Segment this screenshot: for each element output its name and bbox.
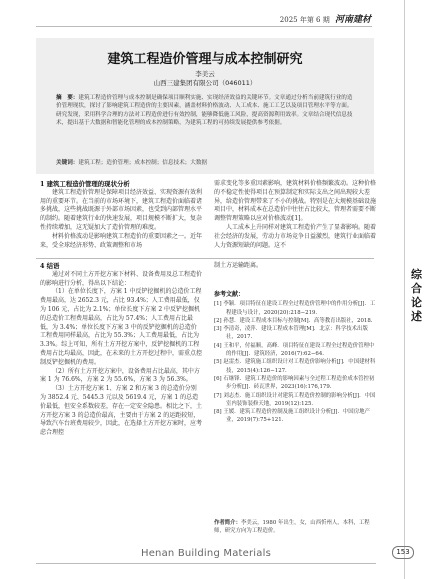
paragraph: （2）所有土方开挖方案中，设备费用占比最高，其中方案 1 为 76.6%，方案 2 为 55.6%，方案 3 为 56.3%。 [40, 367, 200, 384]
header-rule [36, 26, 372, 27]
paragraph: （1）在单位长度下，方案 1 中反铲挖掘机的总造价工程费用最高，达 2652.3 元，占比 93.4%；人工费用最低，仅为 106 元，占比为 2.1%；单位长度下方案 2 中反铲挖掘机的总造价工程费用最高，占比为 57.4%；人工费用占比最低，为 3.4%；单位长度下方案 3 中的反铲挖掘机的总造价工程费用同样最高，占比为 55.3%；人工费用最低，占比为 3.3%。综上可知，所有土方开挖方案中，反铲挖掘机的工程费用占比均最高，因此，在未来的土方开挖过程中，需重点控制反铲挖掘机的费用。 [40, 288, 203, 366]
paragraph: 制土方运输距离。 [214, 262, 263, 269]
author-bio-text: 李美云，1980 年出生，女，山西忻州人，本科，工程师，研究方向为工程造价。 [214, 520, 370, 535]
paragraph: （3）土方开挖方案 1、方案 2 和方案 3 的总造价分别为 3852.4 元、5445.3 元以及 5619.4 元，方案 1 的总造价最低，但安全系数较差，存在一定安全隐患。相比之下，土方开挖方案 3 的总造价最高，主要由于方案 2 的运距较短，导致汽车台班费用较少，因此，在选择土方开挖方案时，应考虑合理控 [40, 385, 203, 437]
column-right-bottom [214, 262, 376, 271]
section-side-label [411, 268, 423, 324]
reference-item: [6] 石继锋．建筑工程造价的影响因素与全过程工程造价成本管控初步分析[J]．砖瓦世界，2023(16):176,179. [214, 375, 375, 391]
side-char: 论 [411, 296, 423, 309]
keywords-text: 建筑工程；造价管理；成本控制；信息技术；大数据 [78, 160, 208, 166]
side-char: 合 [411, 282, 423, 295]
reference-item: [5] 赵雷杰．建筑施工组织设计对工程造价影响分析[J]．中国建材科技，2015(4):126−127. [214, 359, 376, 374]
paragraph: 材料价格波动是影响建筑工程造价的重要因素之一。近年来，受全球经济形势、政策调整和市场 [40, 232, 203, 249]
reference-item: [3] 李清奇，凌萍．建设工程成本管理[M]．北京：科学技术出版社，2017. [214, 326, 368, 341]
reference-item: [8] 王媛．建筑工程造价控制及施工组织设计分析[J]．中国房地产业，2019(7):75+121. [214, 409, 370, 424]
references [214, 291, 376, 425]
column-right-top [214, 180, 376, 250]
journal-footer: Henan Building Materials [140, 548, 272, 559]
author-bio-label: 作者简介： [214, 520, 241, 526]
margin-rule [404, 0, 405, 579]
page-number: 153 [392, 546, 414, 559]
keywords-label: 关键词： [56, 160, 79, 166]
references-heading: 参考文献： [214, 291, 245, 298]
column-left-bottom [40, 262, 202, 438]
side-char: 述 [411, 310, 423, 323]
issue-label: 2025 年第 6 期 [279, 16, 330, 24]
article-title: 建筑工程造价管理与成本控制研究 [107, 52, 303, 67]
running-header [280, 12, 371, 25]
section-separator [36, 258, 374, 259]
reference-item: [4] 王和平，付福顺，高峰．项目特征在建设工程全过程造价管理中的作用[J]．建筑经济，2016(7):62−64. [214, 342, 375, 358]
reference-item: [1] 李颖．项目特征在建设工程全过程造价管理中的作用分析[J]．工程建设与设计，2020(20):218−219. [214, 301, 376, 316]
abstract-text: 建筑工程造价管理与成本控制是确保项目顺利实施、实现经济效益的关键环节。文章通过分析当前建筑行业的造价管理现状，探讨了影响建筑工程造价的主要因素，涵盖材料价格波动、人工成本、施工工艺以及项目管理水平等方面。研究发现，采用科学合理的方法对工程造价进行有效控制，能够降低施工风险，提高资源利用效率。文章结合现代信息技术，提出基于大数据和智能化管理的成本控制策略，为建筑工程的可持续发展提供参考依据。 [56, 95, 353, 127]
reference-item: [2] 孙慧．建设工程成本目标与控制[M]．高等教育出版社，2018. [214, 317, 373, 324]
journal-brand: 河南建材 [334, 15, 371, 25]
side-char: 综 [411, 268, 423, 281]
reference-item: [7] 刘志杰．施工组织设计对建筑工程造价控制的影响分析[J]．中国室内装饰装修天地，2019(12):125. [214, 392, 376, 407]
section-1-heading: 1 建筑工程造价管理的现状分析 [40, 180, 130, 188]
author-affiliation: 山西三建集团有限公司（046011） [153, 79, 257, 87]
abstract [56, 94, 358, 128]
author-name: 李美云 [195, 70, 215, 78]
section-4-heading: 4 结语 [40, 262, 60, 270]
column-left-top [40, 180, 202, 250]
paragraph: 人工成本上升同样对建筑工程造价产生了显著影响。随着社会经济的发展，劳动力市场竞争日益激烈，建筑行业面临着人力资源短缺的问题。这不 [214, 223, 377, 249]
keywords [56, 159, 358, 167]
author-bio [214, 519, 376, 536]
paragraph: 建筑工程造价管理是保障项目经济效益、实现资源有效利用的重要环节。在当前的市场环境下，建筑工程造价面临着诸多挑战，这些挑战既源于外部市场因素，也受到内部管理水平的制约。随着建筑行业的快速发展，项目规模不断扩大，复杂性持续增加，这无疑加大了造价管理的难度。 [40, 188, 203, 231]
paragraph: 需求变化等多重因素影响，建筑材料价格频繁波动。这种价格的不稳定性使得项目在预算制定和实际支出之间出现较大差异，给造价管理带来了不小的挑战。特别是在大规模基础设施项目中，材料成本在总造价中往往占比较大，管理者需要不断调整管理策略以应对价格波动[1]。 [214, 180, 377, 223]
footer-rule [36, 563, 376, 564]
abstract-label: 摘 要： [56, 95, 79, 101]
paragraph: 通过对不同土方开挖方案下材料、设备费用及总工程造价的影响进行分析，得出以下结论： [40, 270, 203, 287]
